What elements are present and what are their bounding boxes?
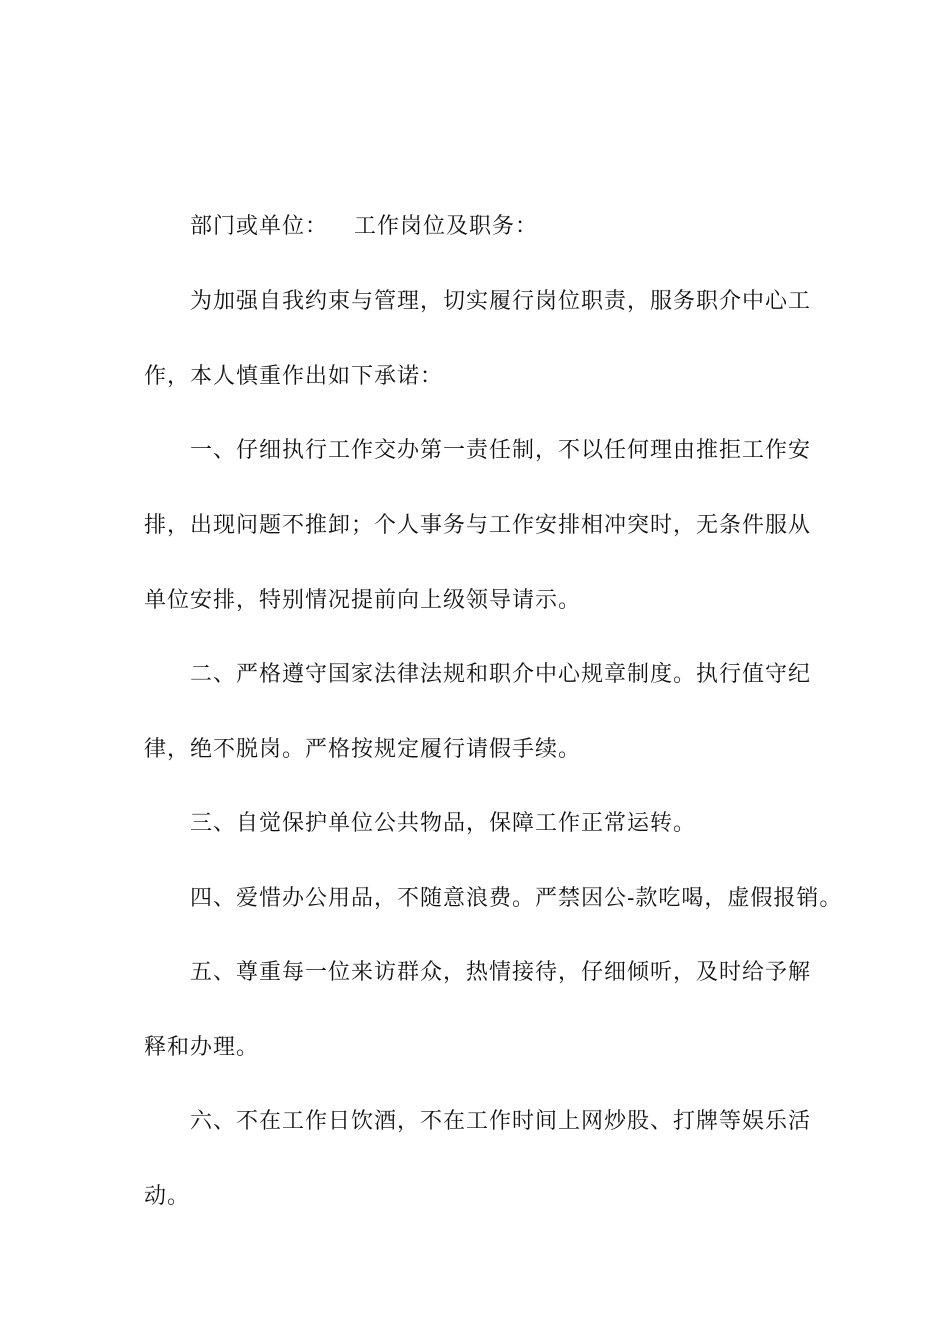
paragraph-line: 三、自觉保护单位公共物品，保障工作正常运转。	[190, 811, 697, 836]
paragraph-line: 作，本人慎重作出如下承诺：	[144, 364, 444, 389]
paragraph-line: 动。	[144, 1184, 191, 1209]
paragraph-line: 一、仔细执行工作交办第一责任制，不以任何理由推拒工作安	[190, 438, 812, 463]
paragraph-line: 六、不在工作日饮酒，不在工作时间上网炒股、打牌等娱乐活	[190, 1109, 812, 1134]
paragraph-line: 四、爱惜办公用品，不随意浪费。严禁因公-款吃喝，虚假报销。	[190, 886, 843, 911]
paragraph-line: 单位安排，特别情况提前向上级领导请示。	[144, 588, 582, 613]
department-label: 部门或单位：	[190, 214, 329, 239]
paragraph-line: 二、严格遵守国家法律法规和职介中心规章制度。执行值守纪	[190, 662, 812, 687]
paragraph-line: 排，出现问题不推卸；个人事务与工作安排相冲突时，无条件服从	[144, 513, 812, 538]
paragraph-line: 为加强自我约束与管理，切实履行岗位职责，服务职介中心工	[190, 289, 812, 314]
header-fields	[190, 212, 538, 242]
paragraph-line: 释和办理。	[144, 1035, 260, 1060]
paragraph-line: 五、尊重每一位来访群众，热情接待，仔细倾听，及时给予解	[190, 960, 812, 985]
position-label: 工作岗位及职务：	[354, 214, 539, 239]
paragraph-line: 律，绝不脱岗。严格按规定履行请假手续。	[144, 737, 582, 762]
